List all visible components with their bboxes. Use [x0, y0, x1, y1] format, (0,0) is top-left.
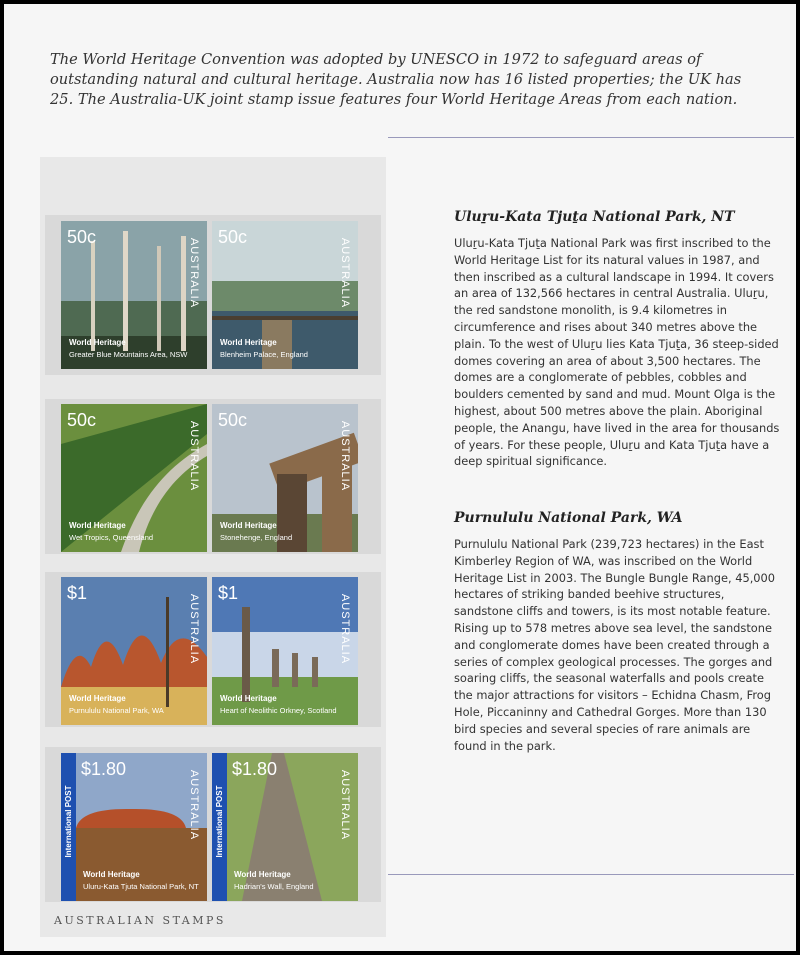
- stamp-country: AUSTRALIA: [188, 769, 200, 841]
- stamp-value: 50c: [67, 410, 97, 430]
- stamp-country: AUSTRALIA: [339, 420, 351, 492]
- stamp[interactable]: [61, 221, 207, 369]
- bottom-divider: [388, 874, 794, 875]
- stamp-series: World Heritage: [69, 338, 126, 347]
- stamp[interactable]: [61, 404, 207, 552]
- stamp-location: Hadrian's Wall, England: [234, 882, 314, 891]
- stamp[interactable]: [212, 753, 358, 901]
- stamp-value: 50c: [218, 410, 248, 430]
- section-heading: Uluṟu-Kata Tjuṯa National Park, NT: [454, 209, 735, 225]
- stamp-value: 50c: [218, 227, 248, 247]
- stamp-country: AUSTRALIA: [339, 769, 351, 841]
- stamp-location: Purnululu National Park, WA: [69, 706, 164, 715]
- stamp-country: AUSTRALIA: [188, 237, 200, 309]
- international-post-band: [61, 753, 76, 901]
- section-body: Purnululu National Park (239,723 hectares) in the East Kimberley Region of WA, was inscribed on the World Heritage List in 2003. The Bungle Bungle Range, 45,000 hectares of striking banded beehive structures, sandstone cliffs and towers, is its most notable feature. Rising up to 578 metres above sea level, the sandstone and conglomerate domes have been created through a series of complex geological processes. The gorges and soaring cliffs, the seasonal waterfalls and pools create the major attractions for visitors – Echidna Chasm, Frog Hole, Piccaninny and Cathedral Gorges. More than 130 bird species and several species of rare animals are found in the park.: [454, 537, 776, 753]
- stamp[interactable]: [61, 577, 207, 725]
- stamp-location: Wet Tropics, Queensland: [69, 533, 154, 542]
- top-divider: [388, 137, 794, 138]
- stamp-value: 50c: [67, 227, 97, 247]
- stamp-value: $1: [218, 583, 239, 603]
- page: [4, 4, 796, 951]
- stamp-location: Blenheim Palace, England: [220, 350, 308, 359]
- international-post-band: [212, 753, 227, 901]
- stamp-series: World Heritage: [234, 870, 291, 879]
- stamp[interactable]: [212, 577, 358, 725]
- stamp-series: World Heritage: [69, 694, 126, 703]
- international-post-label: International POST: [215, 785, 224, 858]
- international-post-label: International POST: [64, 785, 73, 858]
- stamp-country: AUSTRALIA: [339, 237, 351, 309]
- stamp-location: Heart of Neolithic Orkney, Scotland: [220, 706, 337, 715]
- stamp-series: World Heritage: [220, 521, 277, 530]
- stamp[interactable]: [212, 221, 358, 369]
- stamp-series: World Heritage: [220, 694, 277, 703]
- stamp-value: $1.80: [81, 759, 127, 779]
- intro-paragraph: The World Heritage Convention was adopted by UNESCO in 1972 to safeguard areas of outstanding natural and cultural heritage. Australia now has 16 listed properties; the UK has 25. The Australia-UK joint stamp issue features four World Heritage Areas from each nation.: [50, 51, 742, 108]
- stamp-series: World Heritage: [69, 521, 126, 530]
- stamp[interactable]: [212, 404, 358, 552]
- stamp[interactable]: [61, 753, 207, 901]
- stamp-location: Greater Blue Mountains Area, NSW: [69, 350, 188, 359]
- stamp-value: $1.80: [232, 759, 278, 779]
- stamp-country: AUSTRALIA: [188, 593, 200, 665]
- stamp-value: $1: [67, 583, 88, 603]
- stamp-album: [40, 157, 386, 937]
- stamp-location: Stonehenge, England: [220, 533, 293, 542]
- stamp-country: AUSTRALIA: [188, 420, 200, 492]
- stamp-series: World Heritage: [220, 338, 277, 347]
- stamp-location: Uluru-Kata Tjuta National Park, NT: [83, 882, 199, 891]
- stamp-series: World Heritage: [83, 870, 140, 879]
- section-heading: Purnululu National Park, WA: [454, 510, 683, 526]
- stamp-country: AUSTRALIA: [339, 593, 351, 665]
- album-label: AUSTRALIAN STAMPS: [54, 914, 226, 927]
- section-body: Uluṟu-Kata Tjuṯa National Park was first inscribed to the World Heritage List for its natural values in 1987, and then inscribed as a cultural landscape in 1994. It covers an area of 132,566 hectares in central Australia. Uluṟu, the red sandstone monolith, is 9.4 kilometres in circumference and rises about 340 metres above the plain. To the west of Uluṟu lies Kata Tjuṯa, 36 steep-sided domes covering an area of about 3,500 hectares. The domes are a conglomerate of pebbles, cobbles and boulders cemented by sand and mud. Mount Olga is the highest, about 500 metres above the plain. Aboriginal people, the Anangu, have lived in the area for thousands of years. For these people, Uluṟu and Kata Tjuṯa have a deep spiritual significance.: [454, 236, 780, 469]
